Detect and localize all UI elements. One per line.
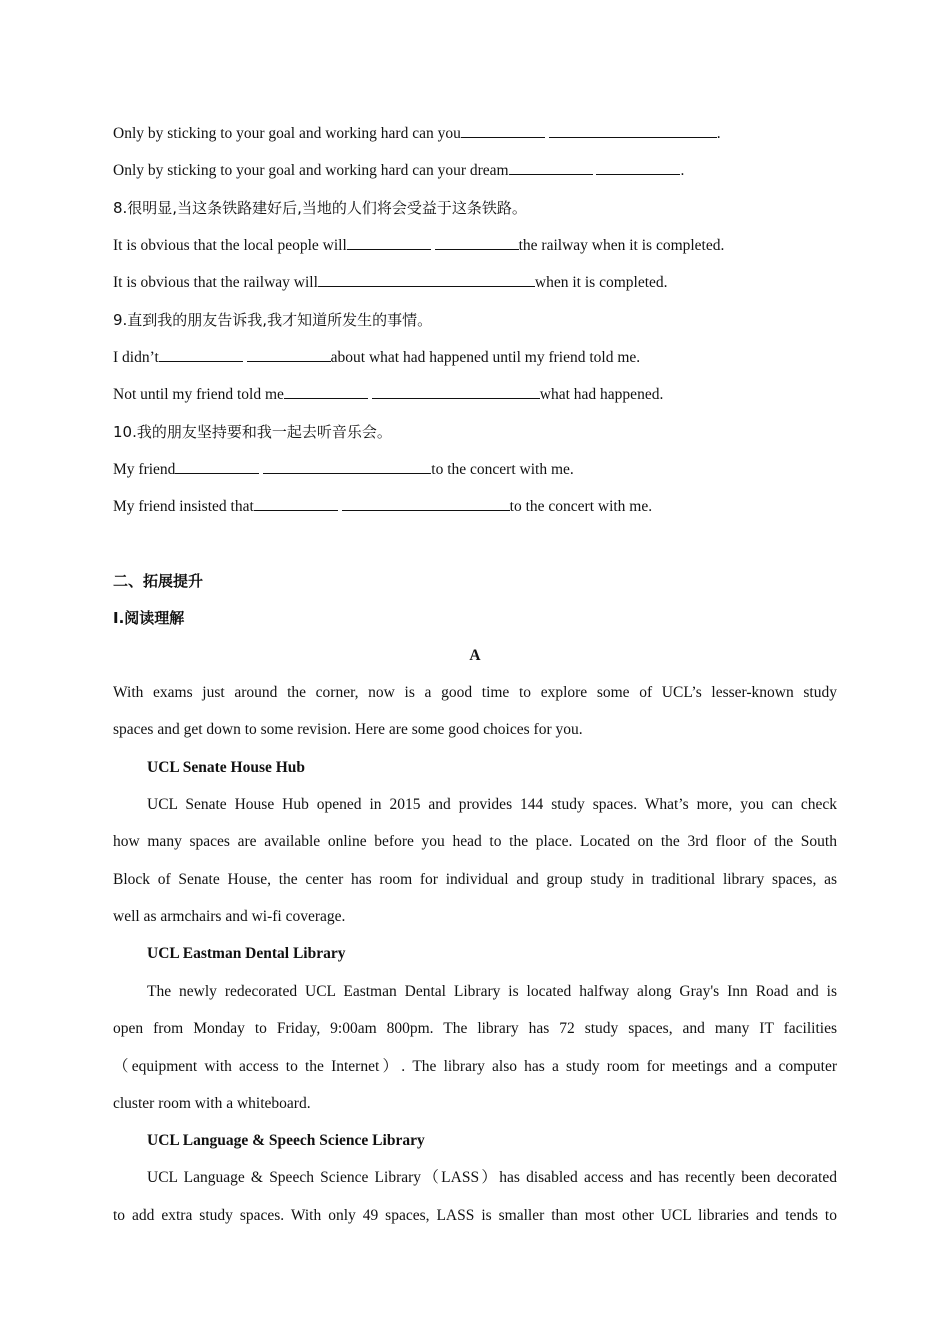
- paragraph-line: UCL Language & Speech Science Library（LASS）has disabled access and has recently been decorated: [147, 1169, 837, 1186]
- answer-blank[interactable]: [435, 235, 519, 250]
- paragraph-line: Block of Senate House, the center has room for individual and group study in traditional library spaces, as: [113, 871, 837, 888]
- q7-line-2: [113, 160, 684, 180]
- section-subheading: I.阅读理解: [113, 609, 185, 627]
- q9-line-1: [113, 347, 640, 367]
- paragraph-line: well as armchairs and wi-fi coverage.: [113, 908, 346, 925]
- sentence-text: Only by sticking to your goal and working hard can your dream: [113, 162, 509, 179]
- sentence-text: My friend insisted that: [113, 498, 254, 515]
- paragraph-line: to add extra study spaces. With only 49 spaces, LASS is smaller than most other UCL libraries and tends to: [113, 1207, 837, 1224]
- answer-blank[interactable]: [263, 459, 431, 474]
- paragraph-line: The newly redecorated UCL Eastman Dental Library is located halfway along Gray's Inn Road and is: [147, 983, 837, 1000]
- paragraph-line: （equipment with access to the Internet）. The library also has a study room for meetings and a computer: [113, 1058, 837, 1075]
- q8-line-2: [113, 272, 668, 292]
- sentence-text: what had happened.: [539, 386, 664, 403]
- passage-intro-line: spaces and get down to some revision. Here are some good choices for you.: [113, 721, 583, 738]
- q8-line-1: [113, 235, 724, 255]
- answer-blank[interactable]: [549, 123, 717, 138]
- answer-blank[interactable]: [347, 235, 431, 250]
- sentence-text: .: [716, 125, 721, 142]
- paragraph-line: open from Monday to Friday, 9:00am 800pm. The library has 72 study spaces, and many IT facilities: [113, 1020, 837, 1037]
- q8-title: 8.很明显,当这条铁路建好后,当地的人们将会受益于这条铁路。: [113, 199, 527, 217]
- sentence-text: .: [680, 162, 685, 179]
- answer-blank[interactable]: [175, 459, 259, 474]
- answer-blank[interactable]: [159, 347, 243, 362]
- sentence-text: Not until my friend told me: [113, 386, 284, 403]
- answer-blank[interactable]: [509, 160, 593, 175]
- sentence-text: when it is completed.: [534, 274, 668, 291]
- q9-title: 9.直到我的朋友告诉我,我才知道所发生的事情。: [113, 311, 433, 329]
- passage-intro-line: With exams just around the corner, now is a good time to explore some of UCL’s lesser-known study: [113, 684, 837, 701]
- answer-blank[interactable]: [318, 272, 535, 287]
- q9-line-2: [113, 384, 663, 404]
- answer-blank[interactable]: [284, 384, 368, 399]
- sentence-text: about what had happened until my friend told me.: [330, 349, 641, 366]
- answer-blank[interactable]: [342, 496, 510, 511]
- answer-blank[interactable]: [596, 160, 680, 175]
- sentence-text: I didn’t: [113, 349, 159, 366]
- sentence-text: It is obvious that the railway will: [113, 274, 318, 291]
- library-title-eastman: UCL Eastman Dental Library: [147, 945, 346, 962]
- passage-label: A: [469, 647, 481, 664]
- sentence-text: Only by sticking to your goal and working hard can you: [113, 125, 461, 142]
- paragraph-line: how many spaces are available online before you head to the place. Located on the 3rd floor of the South: [113, 833, 837, 850]
- library-title-lass: UCL Language & Speech Science Library: [147, 1132, 425, 1149]
- answer-blank[interactable]: [254, 496, 338, 511]
- q7-line-1: [113, 123, 721, 143]
- answer-blank[interactable]: [247, 347, 331, 362]
- sentence-text: to the concert with me.: [509, 498, 653, 515]
- sentence-text: My friend: [113, 461, 176, 478]
- q10-line-1: [113, 459, 574, 479]
- paragraph-line: cluster room with a whiteboard.: [113, 1095, 311, 1112]
- answer-blank[interactable]: [461, 123, 545, 138]
- answer-blank[interactable]: [372, 384, 540, 399]
- q10-line-2: [113, 496, 652, 516]
- library-title-senate: UCL Senate House Hub: [147, 759, 306, 776]
- q10-title: 10.我的朋友坚持要和我一起去听音乐会。: [113, 423, 392, 441]
- sentence-text: to the concert with me.: [431, 461, 574, 478]
- sentence-text: the railway when it is completed.: [518, 237, 725, 254]
- sentence-text: It is obvious that the local people will: [113, 237, 347, 254]
- paragraph-line: UCL Senate House Hub opened in 2015 and provides 144 study spaces. What’s more, you can check: [147, 796, 837, 813]
- section-heading: 二、拓展提升: [113, 572, 204, 590]
